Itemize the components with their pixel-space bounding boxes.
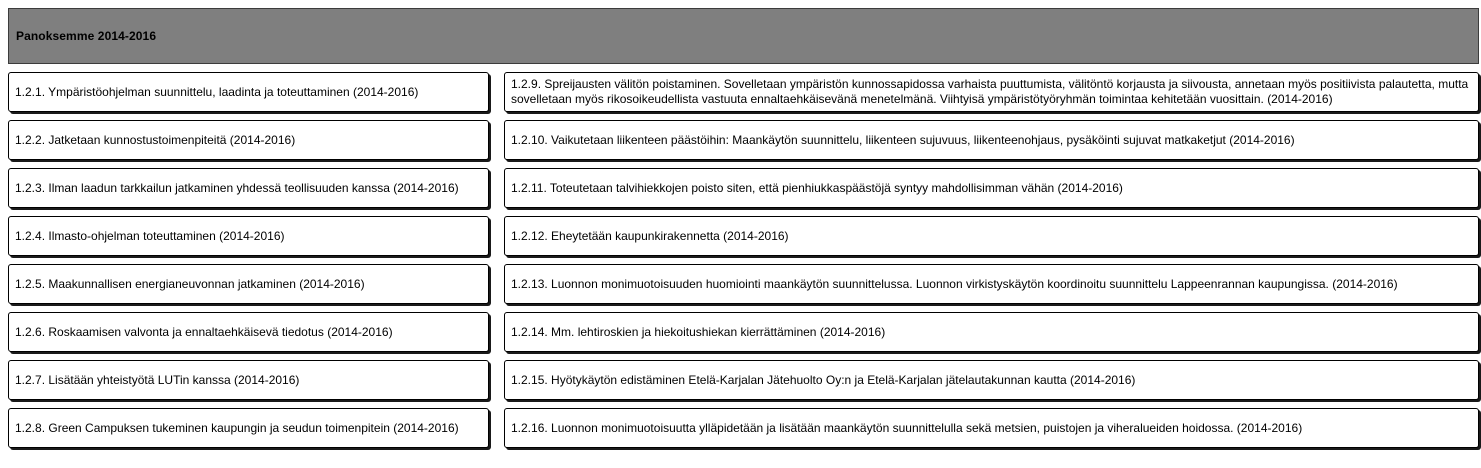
action-box-1-2-5[interactable] bbox=[8, 264, 489, 304]
action-box-1-2-7[interactable] bbox=[8, 360, 489, 400]
action-label: 1.2.12. Eheytetään kaupunkirakennetta (2014-2016) bbox=[511, 228, 789, 243]
action-box-1-2-16[interactable] bbox=[504, 408, 1479, 448]
action-label: 1.2.16. Luonnon monimuotoisuutta ylläpidetään ja lisätään maankäytön suunnittelulla sekä metsien, puistojen ja viheralueiden hoidossa. (2014-2016) bbox=[511, 420, 1303, 435]
action-box-1-2-3[interactable] bbox=[8, 168, 489, 208]
action-box-1-2-13[interactable] bbox=[504, 264, 1479, 304]
action-label: 1.2.8. Green Campuksen tukeminen kaupungin ja seudun toimenpitein (2014-2016) bbox=[15, 420, 459, 435]
action-label: 1.2.13. Luonnon monimuotoisuuden huomiointi maankäytön suunnittelussa. Luonnon virkistyskäytön koordinoitu suunnittelu Lappeenrannan kaupungissa. (2014-2016) bbox=[511, 276, 1398, 291]
action-label: 1.2.7. Lisätään yhteistyötä LUTin kanssa (2014-2016) bbox=[15, 372, 300, 387]
action-box-1-2-11[interactable] bbox=[504, 168, 1479, 208]
action-box-1-2-6[interactable] bbox=[8, 312, 489, 352]
action-label: 1.2.15. Hyötykäytön edistäminen Etelä-Karjalan Jätehuolto Oy:n ja Etelä-Karjalan jätelautakunnan kautta (2014-2016) bbox=[511, 372, 1136, 387]
action-box-1-2-8[interactable] bbox=[8, 408, 489, 448]
action-label: 1.2.2. Jatketaan kunnostustoimenpiteitä (2014-2016) bbox=[15, 132, 296, 147]
action-label: 1.2.6. Roskaamisen valvonta ja ennaltaehkäisevä tiedotus (2014-2016) bbox=[15, 324, 393, 339]
action-label: 1.2.10. Vaikutetaan liikenteen päästöihin: Maankäytön suunnittelu, liikenteen sujuvuus, liikenteenohjaus, pysäköinti sujuvat matkaketjut (2014-2016) bbox=[511, 132, 1295, 147]
action-label: 1.2.11. Toteutetaan talvihiekkojen poisto siten, että pienhiukkaspäästöjä syntyy mahdollisimman vähän (2014-2016) bbox=[511, 180, 1123, 195]
action-label: 1.2.14. Mm. lehtiroskien ja hiekoitushiekan kierrättäminen (2014-2016) bbox=[511, 324, 886, 339]
action-box-1-2-9[interactable] bbox=[504, 72, 1479, 112]
action-label: 1.2.9. Spreijausten välitön poistaminen. Sovelletaan ympäristön kunnossapidossa varhaista puuttumista, välitöntö korjausta ja siivousta, annetaan myös positiivista palautetta, mutta sovelletaan myös rikosoikeudellista vastuuta ennaltaehkäisevänä menetelmänä. Viihtyisä ympäristötyöryhmän toimintaa kehitetään vuosittain. (2014-2016) bbox=[511, 77, 1469, 106]
action-box-1-2-14[interactable] bbox=[504, 312, 1479, 352]
action-label: 1.2.4. Ilmasto-ohjelman toteuttaminen (2014-2016) bbox=[15, 228, 285, 243]
action-label: 1.2.5. Maakunnallisen energianeuvonnan jatkaminen (2014-2016) bbox=[15, 276, 365, 291]
action-box-1-2-2[interactable] bbox=[8, 120, 489, 160]
action-label: 1.2.3. Ilman laadun tarkkailun jatkaminen yhdessä teollisuuden kanssa (2014-2016) bbox=[15, 180, 459, 195]
action-box-1-2-10[interactable] bbox=[504, 120, 1479, 160]
action-box-1-2-1[interactable] bbox=[8, 72, 489, 112]
action-box-1-2-15[interactable] bbox=[504, 360, 1479, 400]
section-header bbox=[8, 8, 1479, 64]
action-label: 1.2.1. Ympäristöohjelman suunnittelu, laadinta ja toteuttaminen (2014-2016) bbox=[15, 84, 419, 99]
section-title: Panoksemme 2014-2016 bbox=[16, 29, 157, 43]
action-box-1-2-4[interactable] bbox=[8, 216, 489, 256]
action-box-1-2-12[interactable] bbox=[504, 216, 1479, 256]
